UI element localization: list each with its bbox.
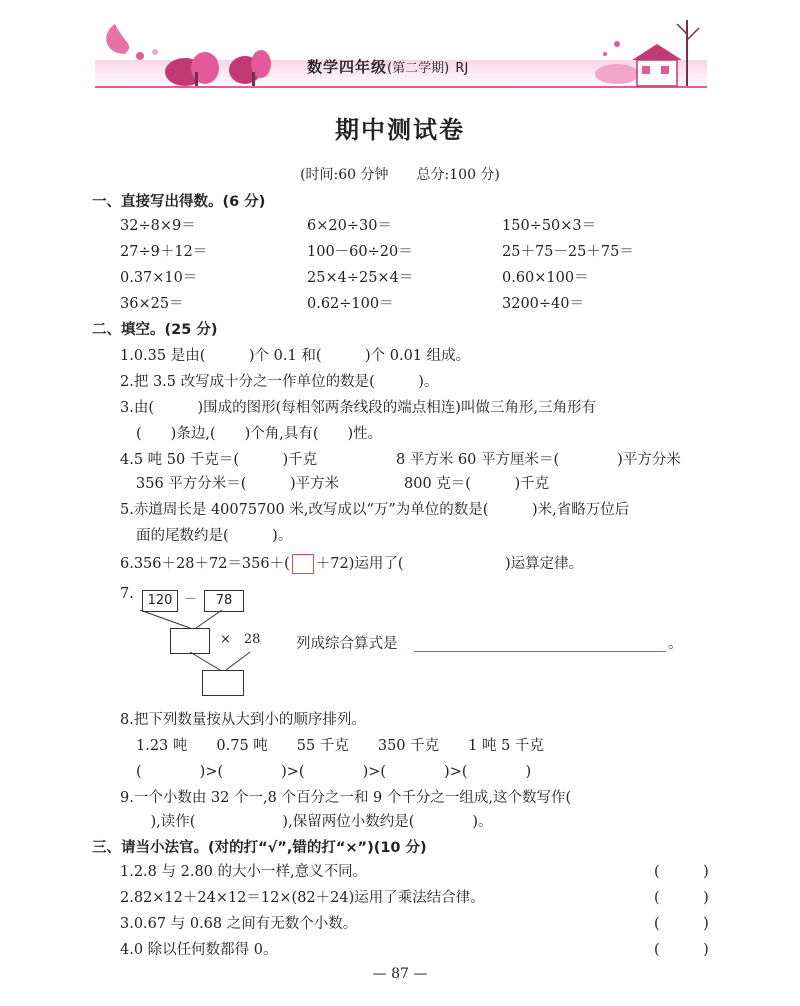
judge-answer-1[interactable]: ( ) [654, 864, 709, 880]
section2-heading: 二、填空。(25 分) [92, 322, 218, 338]
judge-item-1: 1.2.8 与 2.80 的大小一样,意义不同。 [120, 864, 368, 880]
section3-heading: 三、请当小法官。(对的打“√”,错的打“×”)(10 分) [92, 840, 427, 856]
calc-3-1: 0.37×10＝ [120, 270, 198, 286]
calc-1-2: 6×20÷30＝ [307, 218, 392, 234]
calc-3-2: 25×4÷25×4＝ [307, 270, 414, 286]
house-decoration-icon [587, 14, 707, 88]
question-2-5a: 5.赤道周长是 40075700 米,改写成以“万”为单位的数是( )米,省略万位后 [120, 502, 630, 518]
calculation-diagram [120, 582, 280, 702]
header-semester: (第二学期) [387, 61, 450, 76]
header-edition: RJ [455, 61, 469, 76]
question-2-9a: 9.一个小数由 32 个一,8 个百分之一和 9 个千分之一组成,这个数写作( [120, 790, 572, 806]
header-title-main: 数学四年级 [307, 58, 388, 76]
diagram-times-28: × 28 [220, 632, 261, 647]
calc-2-2: 100－60÷20＝ [307, 244, 413, 260]
question-2-2: 2.把 3.5 改写成十分之一作单位的数是( )。 [120, 374, 439, 390]
question-2-3a: 3.由( )围成的图形(每相邻两条线段的端点相连)叫做三角形,三角形有 [120, 400, 597, 416]
calc-1-3: 150÷50×3＝ [502, 218, 597, 234]
page-number: — 87 — [372, 966, 428, 982]
question-2-8: 8.把下列数量按从大到小的顺序排列。 [120, 712, 366, 728]
judge-item-4: 4.0 除以任何数都得 0。 [120, 942, 278, 958]
judge-answer-3[interactable]: ( ) [654, 916, 709, 932]
judge-answer-2[interactable]: ( ) [654, 890, 709, 906]
calc-4-3: 3200÷40＝ [502, 296, 585, 312]
page-header [95, 14, 707, 88]
question-2-7-end: 。 [668, 636, 683, 652]
question-2-3b: ( )条边,( )个角,具有( )性。 [136, 426, 383, 442]
judge-item-2: 2.82×12＋24×12＝12×(82＋24)运用了乘法结合律。 [120, 890, 485, 906]
judge-item-3: 3.0.67 与 0.68 之间有无数个小数。 [120, 916, 358, 932]
header-title [307, 56, 468, 77]
calc-4-1: 36×25＝ [120, 296, 184, 312]
question-2-5b: 面的尾数约是( )。 [136, 528, 293, 544]
calc-2-1: 27÷9＋12＝ [120, 244, 208, 260]
tree-decoration-icon [95, 14, 285, 88]
question-2-6-post: ＋72)运用了( )运算定律。 [315, 556, 584, 572]
question-2-8-order: ( )>( )>( )>( )>( ) [136, 764, 532, 780]
question-2-6-pre: 6.356＋28＋72＝356＋( [120, 556, 290, 572]
question-2-7-number: 7. [120, 586, 134, 602]
calc-1-1: 32÷8×9＝ [120, 218, 196, 234]
question-2-9b: ),读作( ),保留两位小数约是( )。 [136, 814, 493, 830]
question-2-1: 1.0.35 是由( )个 0.1 和( )个 0.01 组成。 [120, 348, 471, 364]
question-2-4a-right: 8 平方米 60 平方厘米＝( )平方分米 [396, 452, 681, 468]
question-2-4a-left: 4.5 吨 50 千克＝( )千克 [120, 452, 318, 468]
diagram-blank-box-1[interactable] [170, 628, 210, 654]
diagram-box-120: 120 [142, 590, 178, 612]
exam-info: (时间:60 分钟 总分:100 分) [300, 167, 500, 183]
diagram-minus: － [184, 592, 198, 607]
question-2-7-label: 列成综合算式是 [296, 636, 398, 652]
exam-title: 期中测试卷 [335, 116, 465, 144]
question-2-8-items: 1.23 吨 0.75 吨 55 千克 350 千克 1 吨 5 千克 [136, 738, 544, 754]
diagram-blank-box-2[interactable] [202, 670, 244, 696]
section1-heading: 一、直接写出得数。(6 分) [92, 194, 266, 210]
question-2-6 [120, 554, 583, 574]
calc-3-3: 0.60×100＝ [502, 270, 589, 286]
judge-answer-4[interactable]: ( ) [654, 942, 709, 958]
question-2-4b-left: 356 平方分米＝( )平方米 [136, 476, 340, 492]
calc-4-2: 0.62÷100＝ [307, 296, 394, 312]
answer-box[interactable] [292, 554, 314, 574]
answer-line[interactable] [414, 651, 666, 652]
calc-2-3: 25＋75－25＋75＝ [502, 244, 634, 260]
diagram-box-78: 78 [204, 590, 244, 612]
question-2-4b-right: 800 克＝( )千克 [404, 476, 550, 492]
